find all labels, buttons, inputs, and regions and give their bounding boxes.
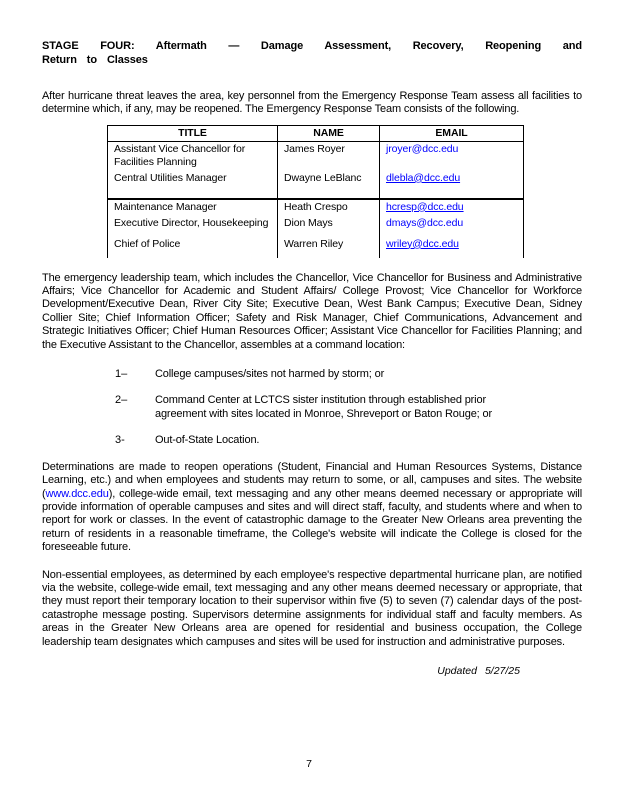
stage-title xyxy=(42,40,582,68)
cell-email xyxy=(380,171,524,199)
updated-note xyxy=(42,665,582,678)
stage-title-line2: Return to Classes xyxy=(42,54,148,67)
updated-date: 5/27/25 xyxy=(484,664,520,677)
paragraph-determinations xyxy=(42,461,582,555)
page-number: 7 xyxy=(306,758,312,770)
table-row xyxy=(108,216,524,237)
email-link[interactable]: jroyer@dcc.edu xyxy=(386,142,459,155)
email-link[interactable]: hcresp@dcc.edu xyxy=(386,200,464,213)
table-row xyxy=(108,171,524,199)
table-header-row xyxy=(108,125,524,141)
determinations-text-before: Determinations are made to reopen operations (Student, Financial and Human Resources Systems, Distance Learning, etc.) and when employees and students may return to some, or all, campuses and sites. The website ( xyxy=(42,460,582,500)
emergency-response-team-table xyxy=(107,125,524,258)
cell-email xyxy=(380,237,524,258)
cell-email xyxy=(380,141,524,171)
table-row xyxy=(108,199,524,216)
cell-email xyxy=(380,199,524,216)
table-row xyxy=(108,237,524,258)
column-header-name: NAME xyxy=(278,125,380,141)
list-item xyxy=(115,394,582,421)
list-item xyxy=(115,434,582,447)
table-group-b xyxy=(108,199,524,258)
list-item-number: 3- xyxy=(115,434,125,447)
updated-label: Updated xyxy=(437,664,477,677)
page-content xyxy=(42,40,582,678)
cell-title: Executive Director, Housekeeping xyxy=(108,216,278,237)
cell-title: Maintenance Manager xyxy=(108,199,278,216)
cell-name: Heath Crespo xyxy=(278,199,380,216)
paragraph-non-essential: Non-essential employees, as determined by each employee's respective departmental hurricane plan, are notified via the website, college-wide email, text messaging and any other means deemed necessary or appropriate, that they must report their temporary location to their supervisor within five (5) to seven (7) calendar days of the post-catastrophe message posting. Supervisors determine assignments for individual staff and faculty members. As areas in the Greater New Orleans area are opened for residential and business occupation, the College leadership team designates which campuses and sites will be used for instruction and administrative purposes. xyxy=(42,568,582,648)
cell-email xyxy=(380,216,524,237)
list-item-text: Out-of-State Location. xyxy=(155,434,260,447)
cell-name: James Royer xyxy=(278,141,380,171)
table-group-a xyxy=(108,141,524,199)
cell-name: Dwayne LeBlanc xyxy=(278,171,380,199)
command-location-list xyxy=(42,368,582,448)
email-link[interactable]: wriley@dcc.edu xyxy=(386,237,459,250)
cell-name: Dion Mays xyxy=(278,216,380,237)
determinations-text-after: ), college-wide email, text messaging and any other means deemed necessary or appropriate will provide information of operable campuses and sites and will direct staff, faculty, and students where and when to report for work or classes. In the event of catastrophic damage to the Greater New Orleans area preventing the return of residents in a reasonable timeframe, the College's website will indicate the College is closed for the foreseeable future. xyxy=(42,487,582,554)
list-item-text: College campuses/sites not harmed by storm; or xyxy=(155,368,385,381)
email-link[interactable]: dlebla@dcc.edu xyxy=(386,171,461,184)
email-link[interactable]: dmays@dcc.edu xyxy=(386,216,464,229)
paragraph-intro: After hurricane threat leaves the area, key personnel from the Emergency Response Team assess all facilities to determine which, if any, may be reopened. The Emergency Response Team consists of the following. xyxy=(42,89,582,116)
list-item-number: 1– xyxy=(115,368,128,381)
website-link[interactable]: www.dcc.edu xyxy=(45,487,109,500)
column-header-email: EMAIL xyxy=(380,125,524,141)
table-row xyxy=(108,141,524,171)
cell-name: Warren Riley xyxy=(278,237,380,258)
cell-title: Chief of Police xyxy=(108,237,278,258)
list-item-number: 2– xyxy=(115,394,128,407)
cell-title: Assistant Vice Chancellor for Facilities Planning xyxy=(108,141,278,171)
column-header-title: TITLE xyxy=(108,125,278,141)
list-item-text: Command Center at LCTCS sister institution through established prior agreement with sites located in Monroe, Shreveport or Baton Rouge; or xyxy=(155,394,492,420)
cell-title: Central Utilities Manager xyxy=(108,171,278,199)
list-item xyxy=(115,368,582,381)
stage-title-line1: STAGE FOUR: Aftermath — Damage Assessment, Recovery, Reopening and xyxy=(42,40,582,52)
paragraph-leadership: The emergency leadership team, which includes the Chancellor, Vice Chancellor for Business and Administrative Affairs; Vice Chancellor for Academic and Student Affairs/ College Provost; Vice Chancellor for Workforce Development/Executive Dean, River City Site; Executive Dean, West Bank Campus; Executive Dean, Sidney Collier Site; Chief Information Officer; Safety and Risk Manager, Chief Communications, Advancement and Strategic Initiatives Officer; Chief Human Resources Officer; Assistant Vice Chancellor for Facilities Planning; and the Executive Assistant to the Chancellor, assembles at a command location: xyxy=(42,271,582,351)
